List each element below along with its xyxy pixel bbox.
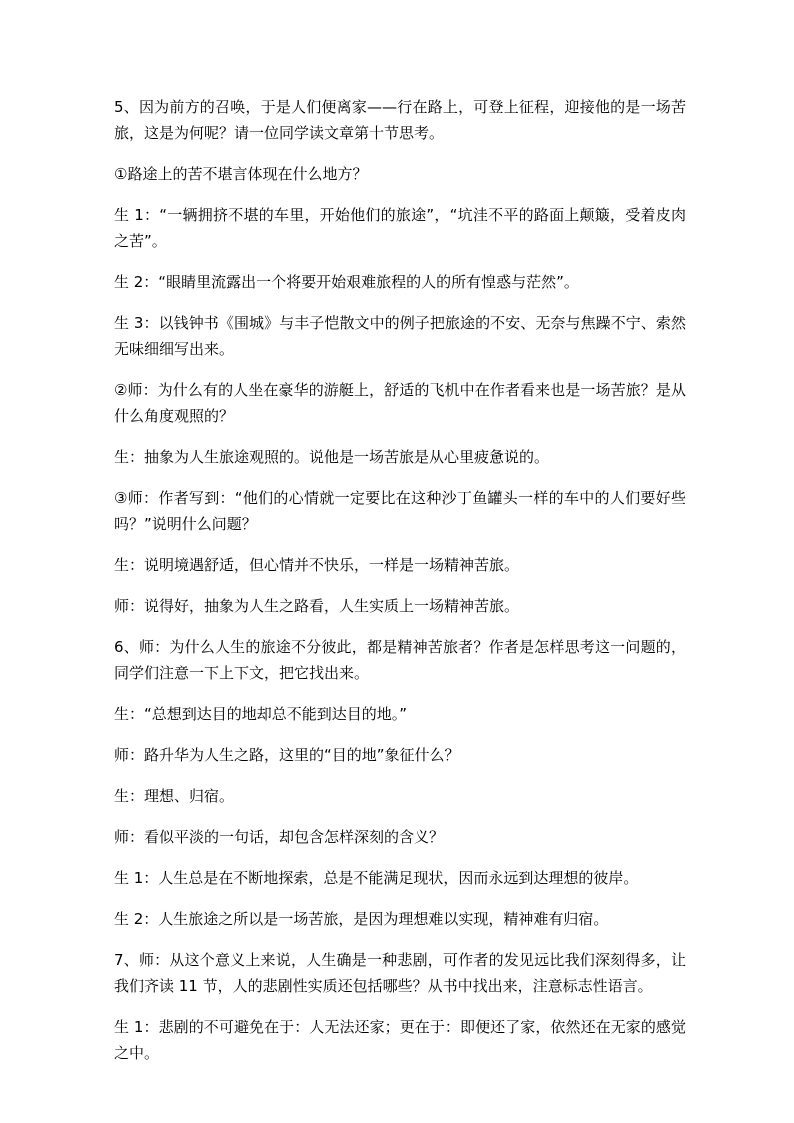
paragraph-q6-intro: 6、师：为什么人生的旅途不分彼此，都是精神苦旅者？作者是怎样思考这一问题的，同学们注意一下上下文，把它找出来。 [114, 638, 686, 682]
paragraph-student-answer-destination: 生：理想、归宿。 [114, 787, 235, 805]
paragraph-teacher-summary: 师：说得好，抽象为人生之路看，人生实质上一场精神苦旅。 [114, 597, 520, 615]
paragraph-student2-meaning: 生 2：人生旅途之所以是一场苦旅，是因为理想难以实现，精神难有归宿。 [114, 910, 609, 928]
paragraph-q7-intro: 7、师：从这个意义上来说，人生确是一种悲剧，可作者的发见远比我们深刻得多，让我们齐读 11 节，人的悲剧性实质还包括哪些？从书中找出来，注意标志性语言。 [114, 951, 686, 995]
paragraph-q5-intro: 5、因为前方的召唤，于是人们便离家——行在路上，可登上征程，迎接他的是一场苦旅，这是为何呢？请一位同学读文章第十节思考。 [114, 98, 686, 142]
paragraph-teacher-question-destination: 师：路升华为人生之路，这里的“目的地”象征什么？ [114, 746, 460, 764]
paragraph-q5-sub1: ①路途上的苦不堪言体现在什么地方？ [114, 165, 368, 183]
paragraph-q5-sub2: ②师：为什么有的人坐在豪华的游艇上，舒适的飞机中在作者看来也是一场苦旅？是从什么角度观照的？ [114, 381, 686, 425]
paragraph-q5-sub3: ③师：作者写到：“他们的心情就一定要比在这种沙丁鱼罐头一样的车中的人们要好些吗？”说明什么问题？ [114, 489, 686, 533]
paragraph-student1-answer: 生 1：“一辆拥挤不堪的车里，开始他们的旅途”，“坑洼不平的路面上颠簸，受着皮肉之苦”。 [114, 206, 686, 250]
paragraph-student3-answer: 生 3：以钱钟书《围城》与丰子恺散文中的例子把旅途的不安、无奈与焦躁不宁、索然无味细细写出来。 [114, 314, 686, 358]
paragraph-student1-q7: 生 1：悲剧的不可避免在于：人无法还家；更在于：即便还了家，依然还在无家的感觉之中。 [114, 1018, 686, 1062]
paragraph-teacher-question-meaning: 师：看似平淡的一句话，却包含怎样深刻的含义？ [114, 828, 445, 846]
paragraph-student-answer-q6: 生：“总想到达目的地却总不能到达目的地。” [114, 705, 408, 723]
paragraph-student-answer-sub2: 生：抽象为人生旅途观照的。说他是一场苦旅是从心里疲惫说的。 [114, 448, 550, 466]
paragraph-student1-meaning: 生 1：人生总是在不断地探索，总是不能满足现状，因而永远到达理想的彼岸。 [114, 869, 639, 887]
paragraph-student2-answer: 生 2：“眼睛里流露出一个将要开始艰难旅程的人的所有惶惑与茫然”。 [114, 273, 579, 291]
paragraph-student-answer-sub3: 生：说明境遇舒适，但心情并不快乐，一样是一场精神苦旅。 [114, 556, 520, 574]
document-body [114, 94, 686, 1081]
